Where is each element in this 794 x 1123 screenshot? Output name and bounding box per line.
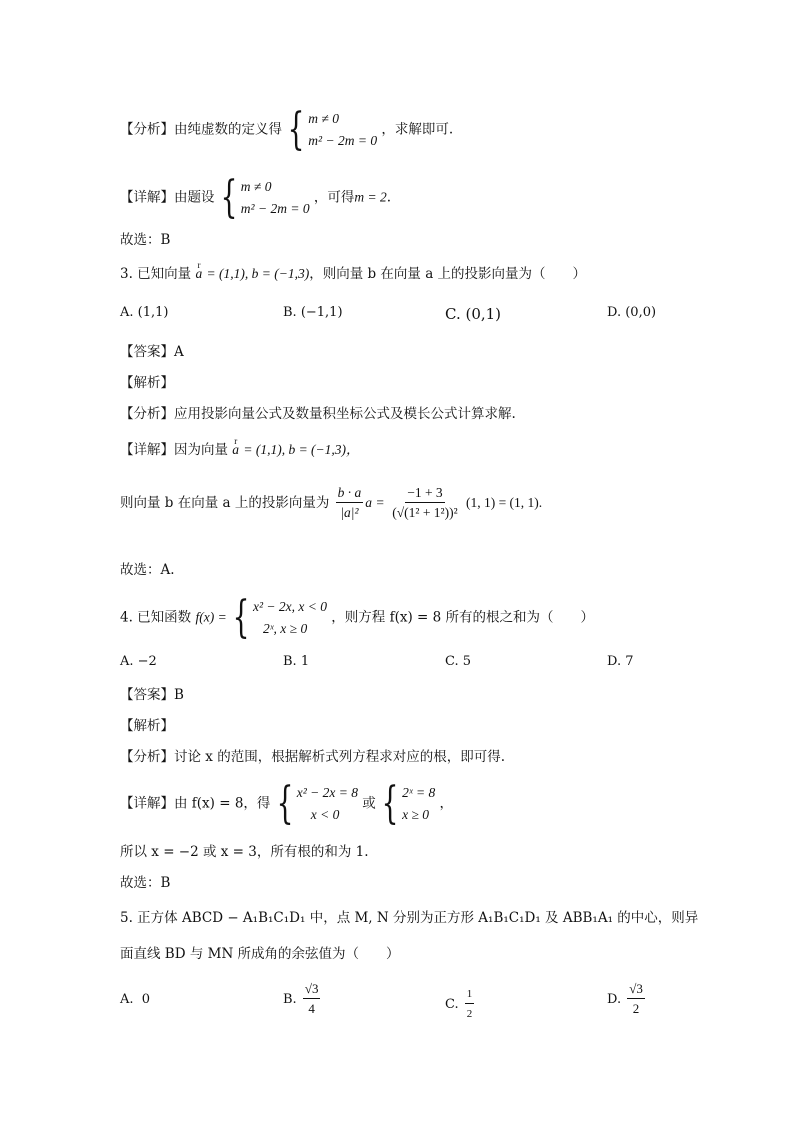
detail-end: .: [386, 189, 392, 206]
projection-result: (1, 1) = (1, 1).: [465, 495, 543, 510]
detail-tag: 【详解】: [120, 189, 174, 206]
equation-system: { m ≠ 0 m² − 2m = 0: [287, 104, 378, 155]
q3-projection-line: [120, 484, 542, 523]
q5-option-d: D. $\frac{√3}{2}$: [607, 981, 643, 1016]
q4-jiexi: 【解析】: [120, 718, 174, 734]
equation-system-1: { x² − 2x = 8 x < 0: [276, 778, 358, 829]
projection-a: a: [365, 495, 373, 510]
stem-prefix: 3. 已知向量: [120, 266, 192, 282]
piece-row: 2ˣ, x ≥ 0: [262, 621, 308, 636]
q4-option-a: A. −2: [120, 654, 157, 669]
q3-option-d: D. (0,0): [607, 305, 657, 320]
detail-math: = (1,1), b = (−1,3)，: [243, 442, 360, 457]
q2-choice: 故选：B: [120, 232, 171, 248]
q4-option-b: B. 1: [283, 654, 310, 669]
stem-suffix: ，则向量 b 在向量 a 上的投影向量为（ ）: [309, 266, 587, 282]
equation-system-2: { 2ˣ = 8 x ≥ 0: [381, 778, 436, 829]
detail-or: 或: [362, 795, 376, 812]
q3-option-c: C. (0,1): [445, 305, 502, 323]
analysis-tail: ，求解即可.: [381, 121, 454, 138]
q3-option-a: A. (1,1): [120, 305, 169, 320]
q5-option-c: C. $\frac{1}{2}$: [445, 985, 476, 1024]
projection-eq: =: [376, 495, 384, 510]
q5-stem-line-1: 5. 正方体 ABCD − A₁B₁C₁D₁ 中，点 M, N 分别为正方形 A₁B₁C₁D₁ 及 ABB₁A₁ 的中心，则异: [120, 910, 699, 926]
q5-option-a: A. 0: [120, 992, 151, 1007]
q3-stem: 3. 已知向量 r a = (1,1), b = (−1,3)，则向量 b 在向量 a 上的投影向量为（ ）: [120, 264, 586, 284]
q4-stem: [120, 592, 594, 643]
detail-tail: ，可得: [313, 189, 355, 206]
detail-text: 由 f(x) = 8，得: [174, 795, 271, 812]
analysis-text: 由纯虚数的定义得: [174, 121, 282, 138]
equation-row: x ≥ 0: [402, 807, 429, 822]
equation-row: 2ˣ = 8: [402, 785, 436, 800]
projection-text: 则向量 b 在向量 a 上的投影向量为: [120, 495, 330, 511]
projection-fraction-1: $\frac{b \cdot a}{\text{|a|²}}$: [337, 485, 362, 520]
equation-row: m² − 2m = 0: [308, 133, 378, 148]
equation-row: m ≠ 0: [308, 111, 339, 126]
equation-row: x < 0: [310, 807, 340, 822]
q4-choice: 故选：B: [120, 875, 171, 891]
q3-option-b: B. (−1,1): [283, 305, 343, 320]
q5-option-b: B. $\frac{√3}{4}$: [283, 981, 319, 1016]
stem-prefix: 4. 已知函数: [120, 609, 192, 626]
analysis-tag: 【分析】: [120, 121, 174, 138]
stem-fx: f(x) =: [195, 609, 227, 625]
q2-detail-line: [120, 172, 392, 223]
piece-row: x² − 2x, x < 0: [252, 599, 327, 614]
equation-system: { m ≠ 0 m² − 2m = 0: [220, 172, 310, 223]
q4-analysis: 【分析】讨论 x 的范围，根据解析式列方程求对应的根，即可得.: [120, 749, 505, 765]
stem-suffix: ，则方程 f(x) = 8 所有的根之和为（ ）: [331, 609, 594, 626]
piecewise-function: { x² − 2x, x < 0 2ˣ, x ≥ 0: [232, 592, 327, 643]
q2-analysis-line: [120, 104, 454, 155]
q4-conclusion: 所以 x = −2 或 x = 3，所有根的和为 1.: [120, 844, 369, 860]
detail-text: 由题设: [174, 189, 215, 206]
q5-stem-line-2: 面直线 BD 与 MN 所成角的余弦值为（ ）: [120, 946, 400, 962]
q4-detail-line: [120, 778, 454, 829]
detail-tag: 【详解】: [120, 795, 174, 812]
q4-option-d: D. 7: [607, 654, 634, 669]
equation-row: m² − 2m = 0: [240, 201, 310, 216]
q3-detail-line: 【详解】因为向量 r a = (1,1), b = (−1,3)，: [120, 440, 360, 460]
detail-tag: 【详解】: [120, 442, 174, 458]
projection-fraction-2: $\frac{-1 + 3}{\text{(√(1² + 1²))²}}$: [392, 485, 458, 520]
equation-row: x² − 2x = 8: [296, 785, 358, 800]
detail-result: m = 2: [354, 189, 387, 205]
equation-row: m ≠ 0: [240, 179, 272, 194]
q3-answer: 【答案】A: [120, 344, 184, 360]
detail-text: 因为向量: [174, 442, 228, 458]
stem-math: = (1,1), b = (−1,3): [206, 266, 310, 281]
q4-option-c: C. 5: [445, 654, 472, 669]
detail-end: ，: [439, 795, 454, 812]
q3-choice: 故选：A.: [120, 562, 175, 578]
q3-jiexi: 【解析】: [120, 375, 174, 391]
q4-answer: 【答案】B: [120, 687, 184, 703]
q3-analysis: 【分析】应用投影向量公式及数量积坐标公式及模长公式计算求解.: [120, 406, 516, 422]
